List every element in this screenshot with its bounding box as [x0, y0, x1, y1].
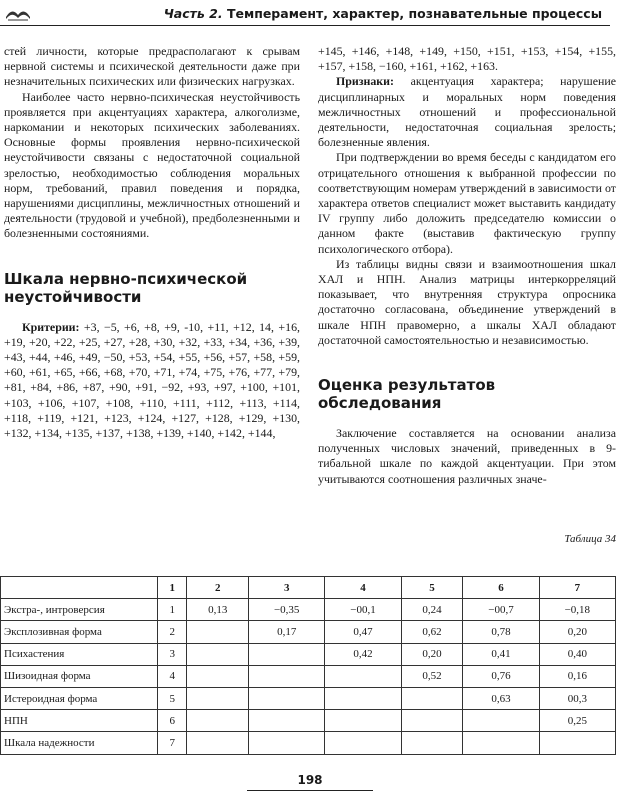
table-cell: 0,41 [463, 643, 539, 665]
header-title-text: Темперамент, характер, познавательные процессы [226, 6, 602, 21]
table-cell: 0,40 [539, 643, 615, 665]
table-row-number: 3 [158, 643, 187, 665]
table-cell [187, 643, 249, 665]
table-cell: 0,20 [539, 621, 615, 643]
table-header-cell [1, 577, 158, 599]
table-cell [187, 732, 249, 754]
table-row [1, 621, 616, 643]
table-cell: −0,18 [539, 599, 615, 621]
table-cell: 0,42 [325, 643, 401, 665]
table-cell: 0,25 [539, 710, 615, 732]
table-cell [539, 732, 615, 754]
table-row-label: Шизоидная форма [1, 665, 158, 687]
table-cell [463, 732, 539, 754]
table-row-label: Экстра-, интроверсия [1, 599, 158, 621]
table-cell: 0,47 [325, 621, 401, 643]
table-header-cell: 1 [158, 577, 187, 599]
table-cell [325, 710, 401, 732]
table-cell: 0,17 [249, 621, 325, 643]
page-number: 198 [297, 773, 323, 787]
book-logo-icon [4, 3, 32, 23]
table-cell: −00,1 [325, 599, 401, 621]
table-cell [401, 687, 463, 709]
table-header-cell: 4 [325, 577, 401, 599]
table-header-cell: 5 [401, 577, 463, 599]
table-header-cell: 7 [539, 577, 615, 599]
criteria-continuation: +145, +146, +148, +149, +150, +151, +153, +154, +155, +157, +158, −160, +161, +162, +163. [318, 44, 616, 74]
table-row [1, 687, 616, 709]
table-row-number: 2 [158, 621, 187, 643]
left-column [4, 44, 300, 441]
table-cell: −0,35 [249, 599, 325, 621]
table-row-number: 7 [158, 732, 187, 754]
table-row-label: Эксплозивная форма [1, 621, 158, 643]
table-cell: 0,13 [187, 599, 249, 621]
table-cell [249, 687, 325, 709]
table-cell: −00,7 [463, 599, 539, 621]
correlation-table [0, 576, 616, 755]
table-cell [187, 665, 249, 687]
table-cell [249, 710, 325, 732]
table-cell: 0,78 [463, 621, 539, 643]
signs-text: акцентуация характера; нарушение дисциплинарных и моральных норм поведения межличностных отношений и профессиональной деятельности, недостаточная социальная зрелость; болезненные явления. [318, 74, 616, 150]
table-cell [401, 710, 463, 732]
table-row [1, 732, 616, 754]
table-row [1, 643, 616, 665]
table-cell [401, 732, 463, 754]
table-cell: 0,63 [463, 687, 539, 709]
table-cell [463, 710, 539, 732]
table-cell [325, 732, 401, 754]
paragraph: Заключение составляется на основании анализа полученных числовых значений, приведенных в 9-тибальной шкале по каждой акцентуации. При этом учитываются соотношения различных значе- [318, 426, 616, 486]
signs-paragraph [318, 74, 616, 150]
table-row-label: НПН [1, 710, 158, 732]
paragraph: Из таблицы видны связи и взаимоотношения шкал ХАЛ и НПН. Анализ матрицы интеркорреляций показывает, что внутренняя структура опросника достаточно согласована, объединение утверждений в шкале НПН правомерно, а шкалы ХАЛ обладают достаточной самостоятельностью и независимостью. [318, 256, 616, 347]
table-row-label: Истероидная форма [1, 687, 158, 709]
table-cell [249, 643, 325, 665]
table-cell: 0,16 [539, 665, 615, 687]
table-cell: 0,62 [401, 621, 463, 643]
header-title [164, 6, 602, 21]
table-cell: 0,24 [401, 599, 463, 621]
table-row [1, 665, 616, 687]
table-cell: 00,3 [539, 687, 615, 709]
paragraph: Наиболее часто нервно-психическая неустойчивость проявляется при акцентуациях характера, алкоголизме, наркомании и некоторых психических заболеваниях. Основные формы проявления нервно-психической неустойчивости связаны с недостаточной социальной зрелостью, необходимостью соблюдения моральных норм, требований, правил поведения и порядка, нарушениями дисциплины, межличностных отношений и деятельности (трудовой и учебной), предболезненными и болезненными состояниями. [4, 89, 300, 241]
right-column [318, 44, 616, 487]
table-row-label: Психастения [1, 643, 158, 665]
table-header-row [1, 577, 616, 599]
table-cell [187, 710, 249, 732]
running-header [0, 0, 620, 30]
table-header-cell: 6 [463, 577, 539, 599]
table-header-cell: 3 [249, 577, 325, 599]
table-cell: 0,20 [401, 643, 463, 665]
section-heading: Оценка результатов обследования [318, 376, 496, 413]
table-row-number: 6 [158, 710, 187, 732]
table-row [1, 710, 616, 732]
table-cell [325, 665, 401, 687]
footer-divider [247, 790, 373, 791]
paragraph: стей личности, которые предрасполагают к срывам нервной системы и психической деятельности даже при незначительных психических или физических нагрузках. [4, 44, 300, 89]
table-row-number: 1 [158, 599, 187, 621]
table-cell [249, 665, 325, 687]
table-cell: 0,76 [463, 665, 539, 687]
paragraph: При подтверждении во время беседы с кандидатом его отрицательного отношения к выбранной профессии по соответствующим номерам утверждений в зависимости от характера ответов специалист может выставить кандидату IV группу либо доложить председателю комиссии о данном факте (выставив фактическую группу психологического отбора). [318, 150, 616, 256]
table-cell [249, 732, 325, 754]
table-row-number: 4 [158, 665, 187, 687]
table-header-cell: 2 [187, 577, 249, 599]
table-row [1, 599, 616, 621]
table-cell: 0,52 [401, 665, 463, 687]
table-cell [325, 687, 401, 709]
criteria-label: Критерии: [22, 319, 80, 334]
table-caption: Таблица 34 [564, 533, 616, 545]
criteria-values: +3, −5, +6, +8, +9, -10, +11, +12, 14, +16, +19, +20, +22, +25, +27, +28, +30, +32, +33, +34, +36, +39, +43, +44, +46, +49, −50, +53, +54, +55, +56, +57, +58, +59, +60, +61, +65, +66, +68, +70, +71, +74, +75, +76, +77, +79, +81, +84, +86, +87, +90, +91, −92, +93, +97, +100, +101, +103, +106, +107, +108, +110, +111, +112, +113, +114, +118, +119, +121, +123, +124, +127, +128, +129, +130, +132, +134, +135, +137, +138, +139, +140, +142, +144, [4, 319, 300, 441]
table-row-label: Шкала надежности [1, 732, 158, 754]
table-cell [187, 621, 249, 643]
table-cell [187, 687, 249, 709]
table-row-number: 5 [158, 687, 187, 709]
signs-label: Признаки: [336, 74, 394, 89]
header-part: Часть 2. [163, 6, 223, 21]
section-heading: Шкала нервно-психической неустойчивости [4, 269, 248, 306]
criteria-paragraph [4, 320, 300, 442]
header-divider [0, 25, 610, 26]
